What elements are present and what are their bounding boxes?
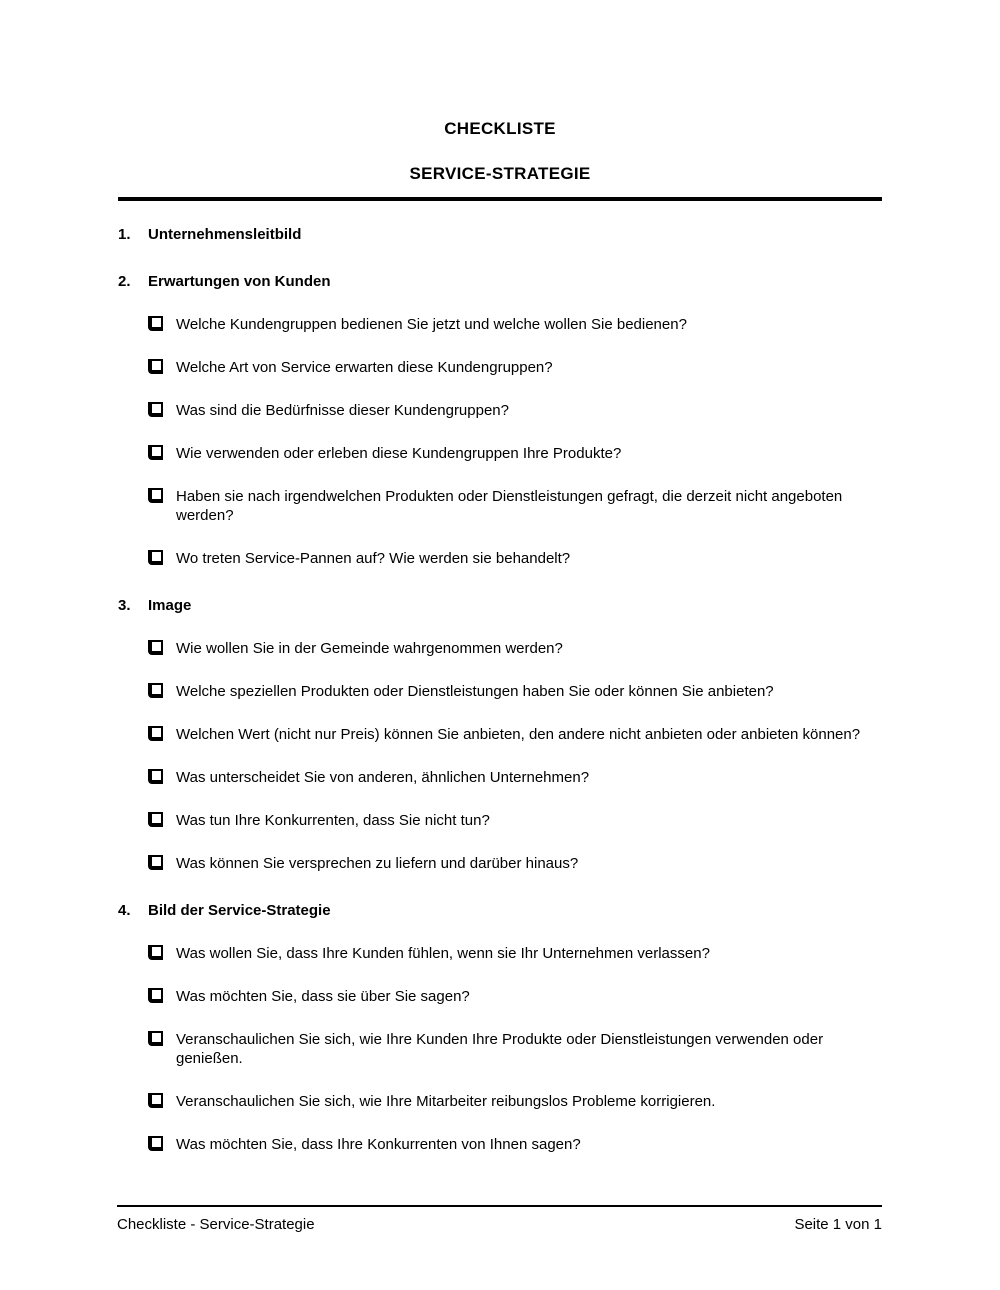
checklist-section-2 — [118, 272, 882, 568]
section-heading: Erwartungen von Kunden — [148, 273, 331, 290]
section-header — [118, 225, 882, 244]
checklist-item-label: Wo treten Service-Pannen auf? Wie werden sie behandelt? — [176, 550, 571, 567]
section-header — [118, 596, 882, 615]
checklist-item-label: Was tun Ihre Konkurrenten, dass Sie nicht tun? — [176, 812, 490, 829]
checkbox-icon[interactable] — [148, 988, 163, 1003]
section-items — [118, 944, 882, 1154]
checklist-item-label: Wie verwenden oder erleben diese Kundengruppen Ihre Produkte? — [176, 445, 622, 462]
checklist-section-3 — [118, 596, 882, 873]
checkbox-icon[interactable] — [148, 769, 163, 784]
checklist-item — [118, 444, 882, 463]
checklist-item-label: Veranschaulichen Sie sich, wie Ihre Kunden Ihre Produkte oder Dienstleistungen verwenden oder genießen. — [176, 1031, 824, 1067]
checkbox-icon[interactable] — [148, 402, 163, 417]
checklist-item — [118, 811, 882, 830]
checklist-item-label: Welche speziellen Produkten oder Dienstleistungen haben Sie oder können Sie anbieten? — [176, 683, 774, 700]
checklist-item-label: Was sind die Bedürfnisse dieser Kundengruppen? — [176, 402, 509, 419]
checkbox-icon[interactable] — [148, 316, 163, 331]
section-heading: Image — [148, 597, 192, 614]
checklist-item — [118, 682, 882, 701]
checkbox-icon[interactable] — [148, 855, 163, 870]
checkbox-icon[interactable] — [148, 1031, 163, 1046]
checklist-section-4 — [118, 901, 882, 1154]
checklist-item-label: Was wollen Sie, dass Ihre Kunden fühlen, wenn sie Ihr Unternehmen verlassen? — [176, 945, 710, 962]
checklist-item-label: Veranschaulichen Sie sich, wie Ihre Mitarbeiter reibungslos Probleme korrigieren. — [176, 1093, 716, 1110]
checkbox-icon[interactable] — [148, 550, 163, 565]
checkbox-icon[interactable] — [148, 640, 163, 655]
section-number: 2. — [118, 273, 131, 290]
checkbox-icon[interactable] — [148, 445, 163, 460]
section-number: 4. — [118, 902, 131, 919]
checklist-item-label: Welche Kundengruppen bedienen Sie jetzt und welche wollen Sie bedienen? — [176, 316, 687, 333]
checklist-section-1 — [118, 225, 882, 244]
footer-document-name: Checkliste - Service-Strategie — [117, 1216, 315, 1233]
checklist-item-label: Wie wollen Sie in der Gemeinde wahrgenommen werden? — [176, 640, 563, 657]
checklist-item-label: Haben sie nach irgendwelchen Produkten oder Dienstleistungen gefragt, die derzeit nicht angeboten werden? — [176, 488, 843, 524]
checklist-item-label: Welche Art von Service erwarten diese Kundengruppen? — [176, 359, 553, 376]
checklist-item — [118, 1135, 882, 1154]
checklist-item — [118, 725, 882, 744]
title-divider — [118, 197, 882, 201]
sections — [118, 225, 882, 1154]
checkbox-icon[interactable] — [148, 726, 163, 741]
checklist-item — [118, 1092, 882, 1111]
section-heading: Unternehmensleitbild — [148, 226, 302, 243]
checklist-item — [118, 987, 882, 1006]
checklist-item — [118, 315, 882, 334]
checkbox-icon[interactable] — [148, 812, 163, 827]
checkbox-icon[interactable] — [148, 359, 163, 374]
section-heading: Bild der Service-Strategie — [148, 902, 331, 919]
checklist-item — [118, 401, 882, 420]
checkbox-icon[interactable] — [148, 945, 163, 960]
checklist-item-label: Was können Sie versprechen zu liefern und darüber hinaus? — [176, 855, 579, 872]
document-title-line2: SERVICE-STRATEGIE — [409, 164, 591, 183]
checklist-item-label: Welchen Wert (nicht nur Preis) können Sie anbieten, den andere nicht anbieten oder anbieten können? — [176, 726, 861, 743]
section-number: 1. — [118, 226, 131, 243]
section-header — [118, 901, 882, 920]
checkbox-icon[interactable] — [148, 1093, 163, 1108]
page-footer — [117, 1205, 882, 1234]
checklist-item-label: Was möchten Sie, dass Ihre Konkurrenten von Ihnen sagen? — [176, 1136, 581, 1153]
checklist-item-label: Was möchten Sie, dass sie über Sie sagen? — [176, 988, 470, 1005]
checklist-item — [118, 768, 882, 787]
checklist-item — [118, 639, 882, 658]
section-header — [118, 272, 882, 291]
checkbox-icon[interactable] — [148, 1136, 163, 1151]
checkbox-icon[interactable] — [148, 683, 163, 698]
checklist-item — [118, 854, 882, 873]
section-number: 3. — [118, 597, 131, 614]
checklist-item — [118, 358, 882, 377]
checklist-item-label: Was unterscheidet Sie von anderen, ähnlichen Unternehmen? — [176, 769, 590, 786]
section-items — [118, 315, 882, 568]
checklist-item — [118, 944, 882, 963]
section-items — [118, 639, 882, 873]
checklist-item — [118, 549, 882, 568]
checklist-item — [118, 487, 882, 525]
checklist-item — [118, 1030, 882, 1068]
document-title-line1: CHECKLISTE — [444, 119, 556, 138]
footer-page-number: Seite 1 von 1 — [794, 1216, 882, 1233]
checkbox-icon[interactable] — [148, 488, 163, 503]
